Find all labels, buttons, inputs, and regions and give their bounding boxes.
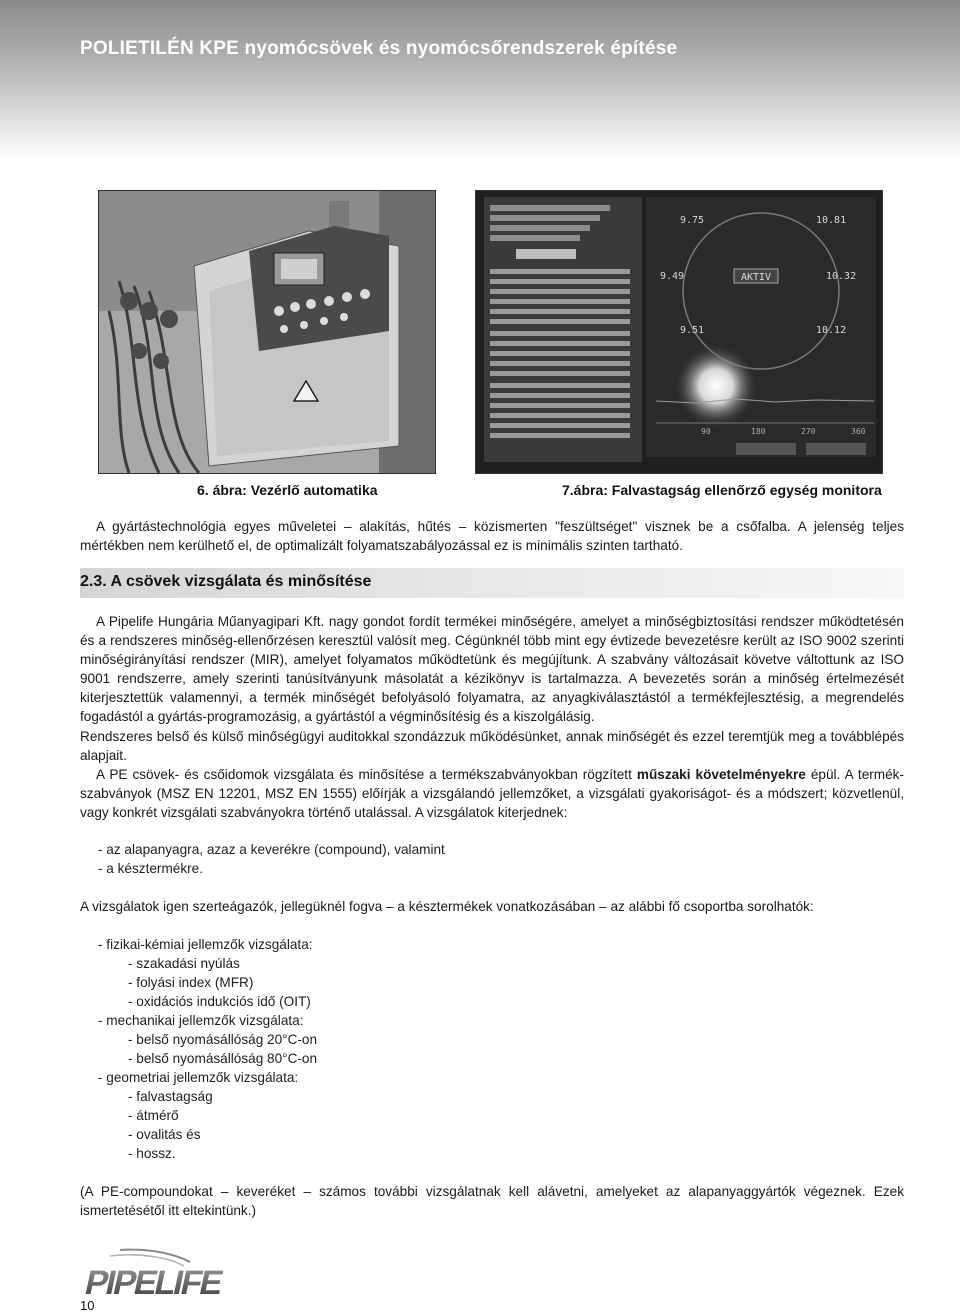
list-item: - folyási index (MFR) [128,975,254,990]
section-heading: 2.3. A csövek vizsgálata és minősítése [80,573,372,590]
monitor-value: 9.49 [660,271,685,282]
list-item: - átmérő [128,1108,179,1123]
body-paragraph-compounds: (A PE-compoundokat – keveréket – számos további vizsgálatnak kell alávetni, amelyeket az alapanyaggyártók végeznek. Ezek ismertetésétől itt eltekintünk.) [80,1184,904,1218]
figure-7-caption: 7.ábra: Falvastagság ellenőrző egység monitora [562,482,882,498]
monitor-axis-tick: 180 [751,427,766,436]
pipelife-logo-mark [80,1244,250,1300]
monitor-axis-tick: 270 [801,427,816,436]
monitor-status-label: AKTIV [740,272,772,283]
control-automation-photo [98,190,436,474]
monitor-value: 10.81 [816,215,847,226]
svg-text:PIPELIFE: PIPELIFE [81,1264,225,1300]
monitor-value: 10.32 [826,271,857,282]
standards-text-start: A PE csövek- és csőidomok vizsgálata és minősítése a termékszabványokban rögzített [96,767,637,782]
body-paragraph-quality: A Pipelife Hungária Műanyagipari Kft. nagy gondot fordít termékei minőségére, amelyet a minőségbiztosítási rendszer működtetésén és a rendszeres minőség-ellenőrzésen keresztül valósít meg. Cégünknél több mint egy évtizede bevezetésre került az ISO 9002 szerinti minőségirányítási rendszer (MIR), amelyet folyamatos működtetünk és megújítunk. A szabvány változásait követve váltottunk az ISO 9001 rendszerre, amely szerinti tanúsítványunk másolatát a kézikönyv is tartalmazza. A bevezetés során a minőség értelmezését kiterjesztettük valamennyi, a termék minőségét befolyásoló folyamatra, az anyagkiválasztástól a termékfejlesztésig, a megrendelés fogadástól a gyártás-programozásig, a gyártástól a végminősítésig és a kiszolgálásig. [80,614,904,724]
list-item: - belső nyomásállóság 20°C-on [128,1032,318,1047]
list-item: - ovalitás és [128,1127,201,1142]
list-item: - belső nyomásállóság 80°C-on [128,1051,318,1066]
monitor-axis-tick: 360 [851,427,866,436]
test-groups-list [98,935,317,1163]
header-band [0,0,960,160]
monitor-axis-tick: 90 [701,427,711,436]
list-item: - hossz. [128,1146,176,1161]
pipelife-logo [80,1244,250,1300]
monitor-value: 10.12 [816,325,847,336]
monitor-screen-illustration [476,191,882,473]
body-paragraph-groups: A vizsgálatok igen szerteágazók, jellegüknél fogva – a késztermékek vonatkozásában – az alábbi fő csoportba sorolhatók: [80,899,814,914]
list-item: - geometriai jellemzők vizsgálata: [98,1070,299,1085]
list-item: - oxidációs indukciós idő (OIT) [128,994,311,1009]
standards-text-end: épül. A termék-szabványok (MSZ EN 12201, MSZ EN 1555) előírják a vizsgálandó jellemzőket, a vizsgálati gyakoriságot- és a módszert; közvetlenül, vagy konkrét vizsgálati szabványokra történő utalással. A vizsgálatok kiterjednek: [80,767,904,820]
page-header-title: POLIETILÉN KPE nyomócsövek és nyomócsőrendszerek építése [80,38,678,59]
list-item: - a késztermékre. [98,861,203,876]
scope-list [98,840,445,878]
body-paragraph-audits: Rendszeres belső és külső minőségügyi auditokkal szondázzuk működésünket, annak minőségét és ezzel teremtjük meg a továbblépés alapjait. [80,729,904,763]
wall-thickness-monitor-photo [475,190,883,474]
list-item: - mechanikai jellemzők vizsgálata: [98,1013,304,1028]
technical-requirements-bold: műszaki követelményekre [636,767,806,782]
body-paragraph-standards [80,765,904,822]
list-item: - szakadási nyúlás [128,956,240,971]
list-item: - falvastagság [128,1089,213,1104]
figure-6-caption: 6. ábra: Vezérlő automatika [197,482,378,498]
list-item: - fizikai-kémiai jellemzők vizsgálata: [98,937,313,952]
page-number: 10 [80,1298,95,1313]
intro-paragraph: A gyártástechnológia egyes műveletei – alakítás, hűtés – közismerten "feszültséget" visznek be a csőfalba. A jelenség teljes mértékben nem kerülhető el, de optimalizált folyamatszabályozással ez is minimális szinten tartható. [80,519,904,553]
monitor-value: 9.51 [680,325,705,336]
list-item: - az alapanyagra, azaz a keverékre (compound), valamint [98,842,445,857]
monitor-value: 9.75 [680,215,705,226]
control-cabinet-illustration [99,191,435,473]
